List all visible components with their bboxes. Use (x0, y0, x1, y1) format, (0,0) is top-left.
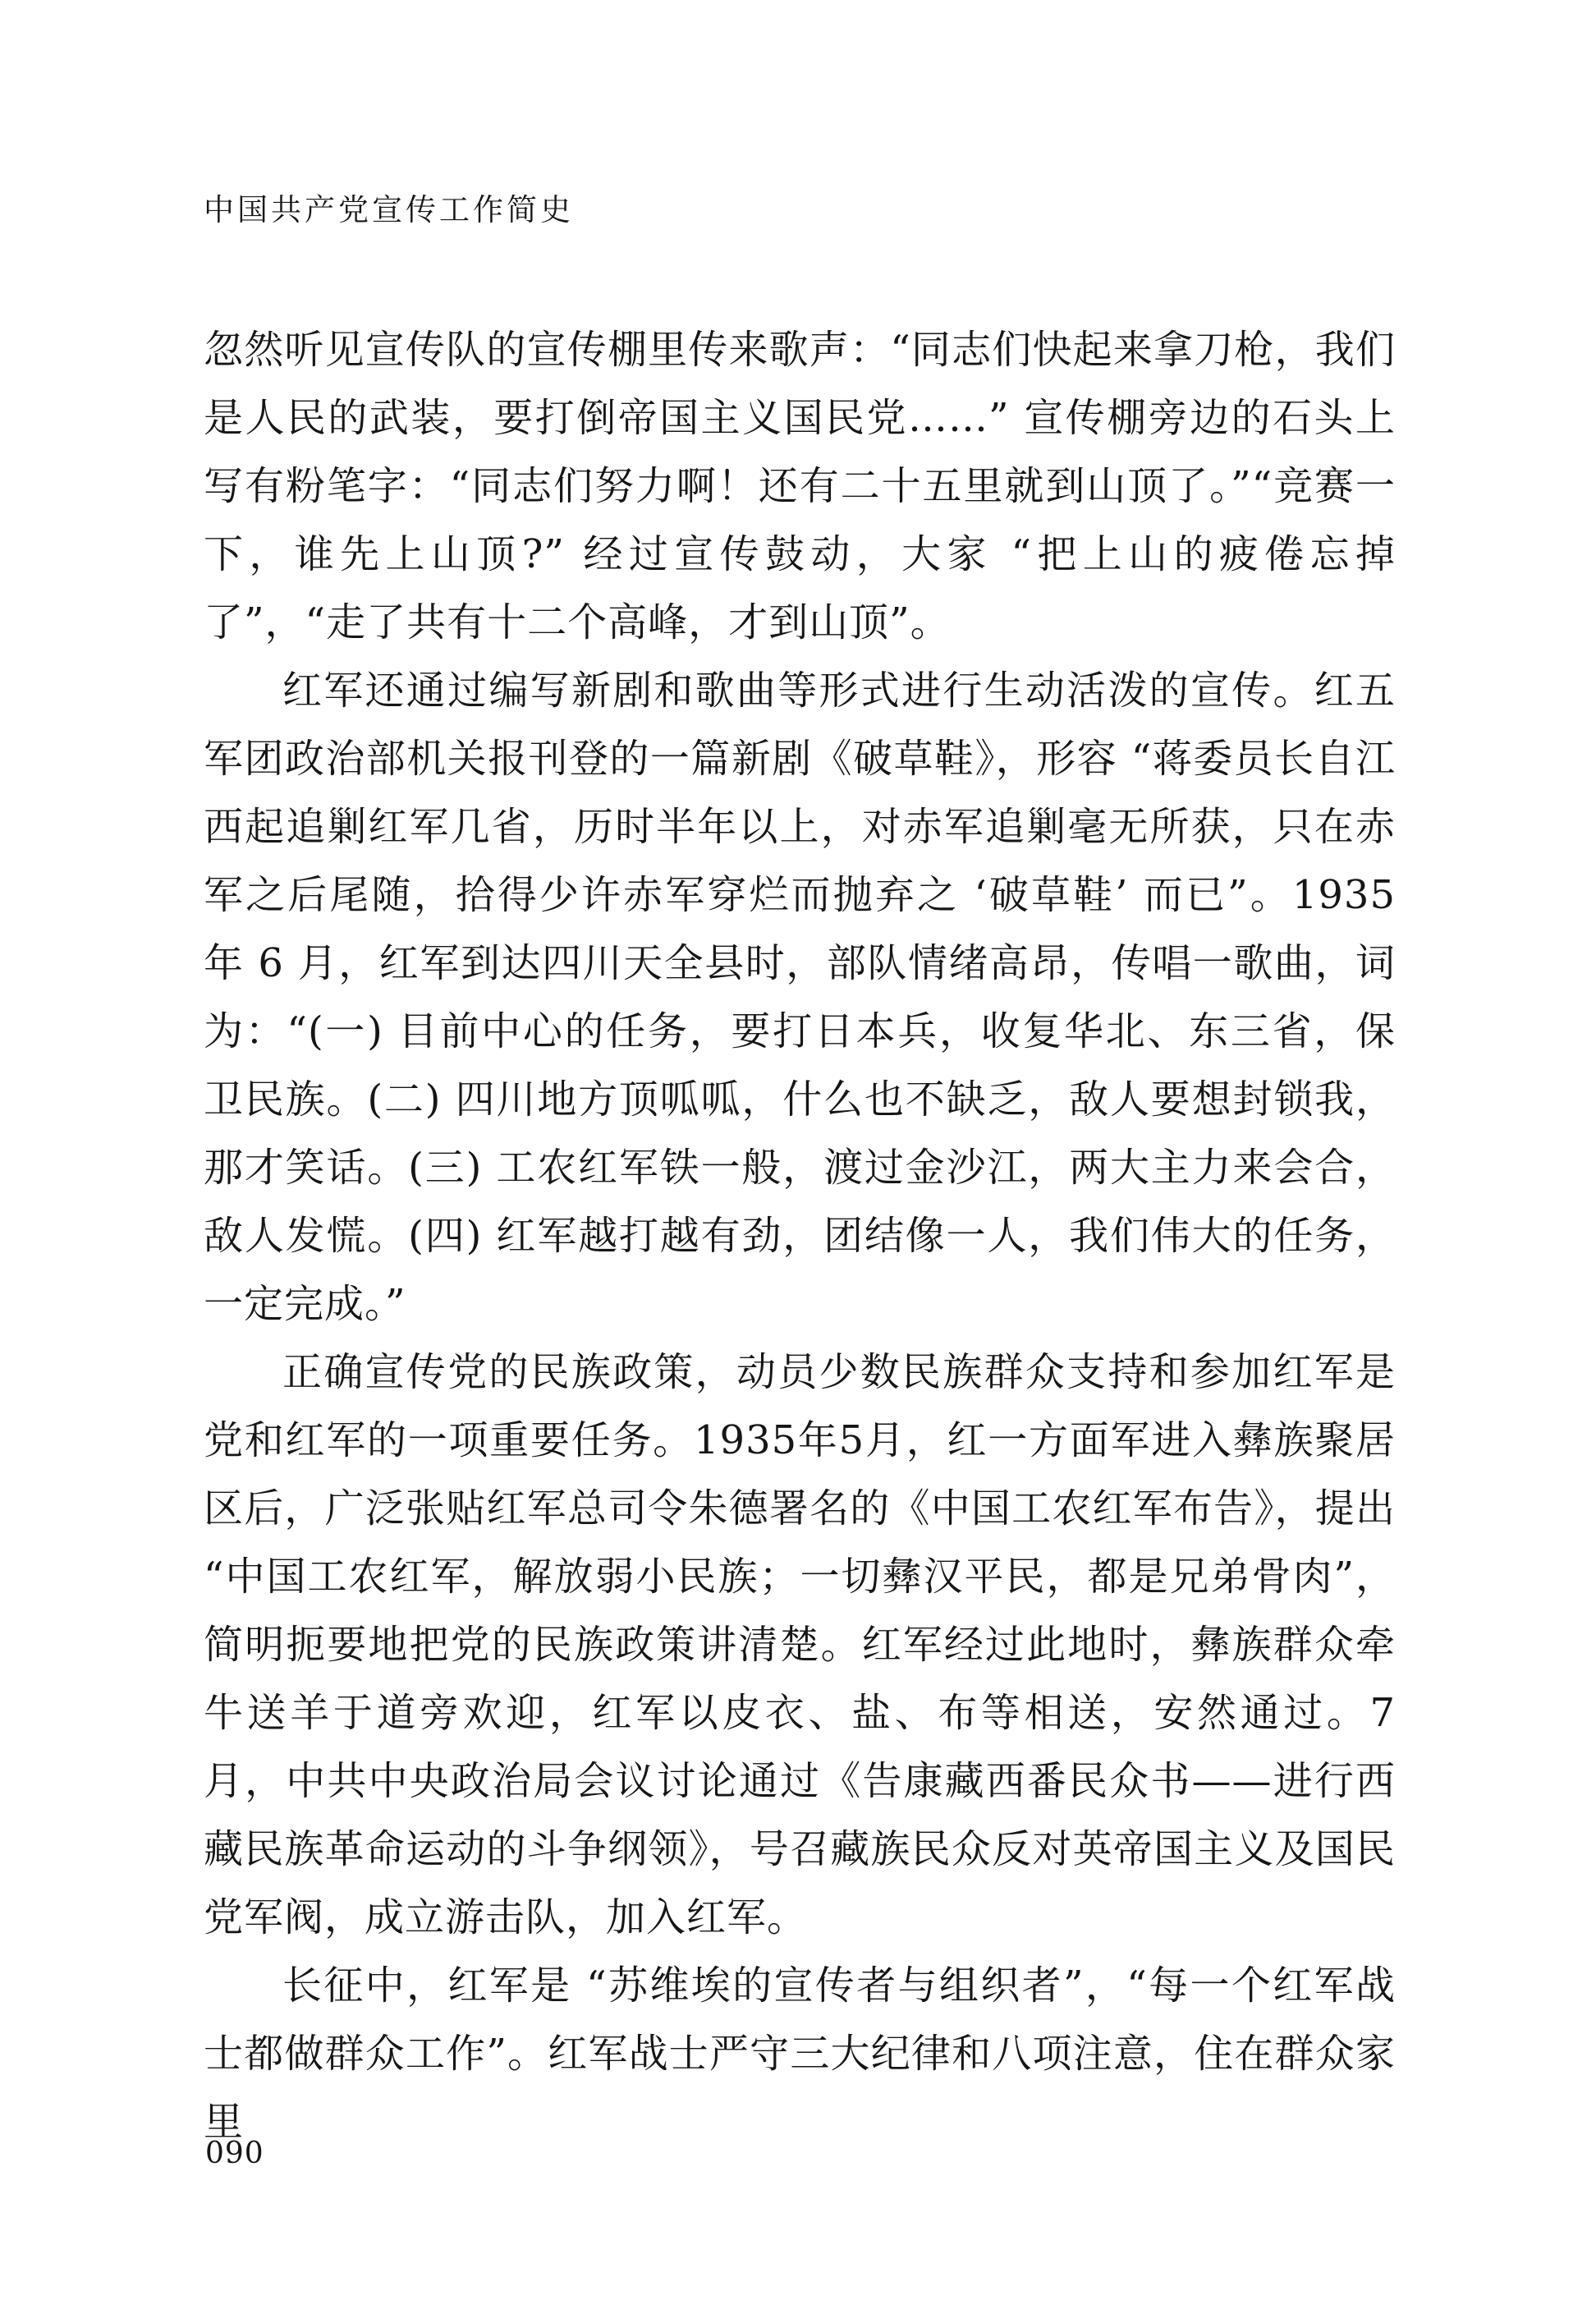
running-head: 中国共产党宣传工作简史 (204, 192, 574, 227)
page-number: 090 (205, 2137, 264, 2170)
paragraph-drama-and-songs: 红军还通过编写新剧和歌曲等形式进行生动活泼的宣传。红五军团政治部机关报刊登的一篇新剧《破草鞋》，形容 “蒋委员长自江西起追剿红军几省，历时半年以上，对赤军追剿毫无所获，只在赤军之后尾随，拾得少许赤军穿烂而抛弃之 ‘破草鞋’ 而已”。1935 年 6 月，红军到达四川天全县时，部队情绪高昂，传唱一歌曲，词为：“(一) 目前中心的任务，要打日本兵，收复华北、东三省，保卫民族。(二) 四川地方顶呱呱，什么也不缺乏，敌人要想封锁我，那才笑话。(三) 工农红军铁一般，渡过金沙江，两大主力来会合，敌人发慌。(四) 红军越打越有劲，团结像一人，我们伟大的任务，一定完成。” (204, 668, 1396, 1327)
paragraph-ethnic-policy: 正确宣传党的民族政策，动员少数民族群众支持和参加红军是党和红军的一项重要任务。1935年5月，红一方面军进入彝族聚居区后，广泛张贴红军总司令朱德署名的《中国工农红军布告》，提出 “中国工农红军，解放弱小民族；一切彝汉平民，都是兄弟骨肉”，简明扼要地把党的民族政策讲清楚。红军经过此地时，彝族群众牵牛送羊于道旁欢迎，红军以皮衣、盐、布等相送，安然通过。7 月，中共中央政治局会议讨论通过《告康藏西番民众书——进行西藏民族革命运动的斗争纲领》，号召藏族民众反对英帝国主义及国民党军阀，成立游击队，加入红军。 (204, 1349, 1396, 1940)
body-text (204, 316, 1396, 2156)
paragraph-continued: 忽然听见宣传队的宣传棚里传来歌声：“同志们快起来拿刀枪，我们是人民的武装，要打倒帝国主义国民党……” 宣传棚旁边的石头上写有粉笔字：“同志们努力啊！还有二十五里就到山顶了。”“竞赛一下，谁先上山顶?” 经过宣传鼓动，大家 “把上山的疲倦忘掉了”，“走了共有十二个高峰，才到山顶”。 (204, 327, 1396, 645)
paragraph-long-march-propaganda: 长征中，红军是 “苏维埃的宣传者与组织者”，“每一个红军战士都做群众工作”。红军战士严守三大纪律和八项注意，住在群众家里 (204, 1963, 1396, 2145)
